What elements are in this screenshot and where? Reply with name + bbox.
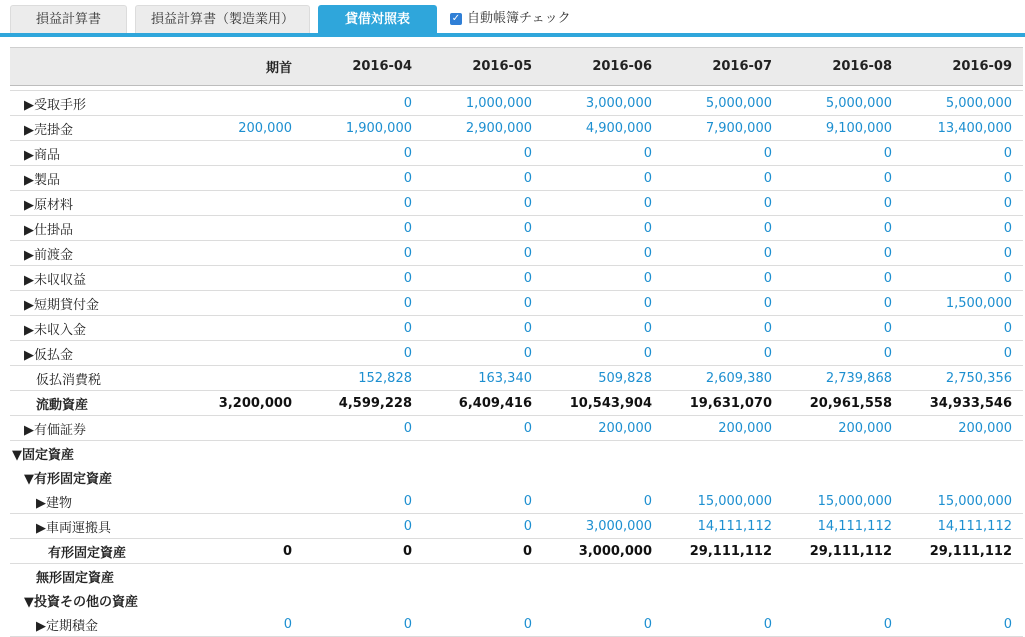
table-row[interactable] (10, 291, 1023, 316)
cell: 6,409,416 (423, 391, 543, 416)
cell[interactable] (188, 316, 303, 341)
table-row[interactable] (10, 216, 1023, 241)
row-label[interactable]: ▶商品 (10, 141, 188, 166)
table-body (10, 86, 1023, 637)
cell[interactable]: 200,000 (543, 416, 663, 441)
cell (783, 588, 903, 612)
cell[interactable]: 3,000,000 (543, 91, 663, 116)
cell (188, 441, 303, 466)
row-label[interactable]: ▶仕掛品 (10, 216, 188, 241)
row-label[interactable]: ▶未収収益 (10, 266, 188, 291)
cell: 10,543,904 (543, 391, 663, 416)
row-label[interactable]: ▼固定資産 (12, 447, 74, 463)
cell[interactable]: 5,000,000 (663, 91, 783, 116)
cell[interactable]: 0 (188, 612, 303, 637)
cell: 19,631,070 (663, 391, 783, 416)
cell (543, 564, 663, 589)
tab-profit-loss[interactable]: 損益計算書 (10, 5, 127, 33)
cell (303, 588, 423, 612)
header-label (10, 48, 188, 86)
table-row[interactable] (10, 116, 1023, 141)
cell[interactable]: 0 (663, 612, 783, 637)
cell (783, 465, 903, 489)
row-label[interactable]: ▶定期積金 (10, 612, 188, 637)
cell[interactable]: 0 (543, 216, 663, 241)
cell[interactable]: 7,900,000 (663, 116, 783, 141)
cell[interactable]: 200,000 (903, 416, 1023, 441)
cell: 34,933,546 (903, 391, 1023, 416)
cell[interactable] (188, 216, 303, 241)
cell[interactable]: 14,111,112 (903, 514, 1023, 539)
cell (543, 465, 663, 489)
cell[interactable]: 0 (663, 216, 783, 241)
auto-ledger-check[interactable] (450, 10, 571, 28)
table-row[interactable] (10, 612, 1023, 637)
cell[interactable]: 0 (303, 216, 423, 241)
table-row[interactable] (10, 241, 1023, 266)
header-row (10, 48, 1023, 86)
row-label[interactable]: ▶有価証券 (10, 416, 188, 441)
cell[interactable] (188, 266, 303, 291)
cell[interactable]: 2,750,356 (903, 366, 1023, 391)
row-label[interactable]: ▶売掛金 (10, 116, 188, 141)
cell[interactable]: 0 (303, 266, 423, 291)
cell: 3,200,000 (188, 391, 303, 416)
cell[interactable]: 2,609,380 (663, 366, 783, 391)
cell[interactable] (188, 91, 303, 116)
cell[interactable]: 0 (423, 166, 543, 191)
cell[interactable]: 200,000 (663, 416, 783, 441)
cell[interactable] (188, 291, 303, 316)
cell[interactable] (188, 141, 303, 166)
cell[interactable]: 0 (303, 416, 423, 441)
cell[interactable]: 0 (903, 241, 1023, 266)
cell[interactable]: 5,000,000 (903, 91, 1023, 116)
row-label[interactable]: ▶受取手形 (10, 91, 188, 116)
cell[interactable]: 0 (303, 316, 423, 341)
cell[interactable]: 1,900,000 (303, 116, 423, 141)
row-label[interactable]: ▶未収入金 (10, 316, 188, 341)
cell[interactable]: 0 (423, 341, 543, 366)
cell (543, 588, 663, 612)
balance-sheet-table (10, 47, 1023, 637)
cell[interactable]: 0 (903, 166, 1023, 191)
cell (303, 564, 423, 589)
row-label[interactable]: ▶前渡金 (10, 241, 188, 266)
cell[interactable]: 0 (783, 341, 903, 366)
table-row[interactable] (10, 266, 1023, 291)
cell[interactable]: 0 (303, 91, 423, 116)
cell[interactable]: 163,340 (423, 366, 543, 391)
cell[interactable] (188, 191, 303, 216)
table-row[interactable] (10, 141, 1023, 166)
tab-underline (0, 33, 1025, 37)
cell[interactable]: 0 (903, 216, 1023, 241)
cell[interactable]: 200,000 (783, 416, 903, 441)
cell[interactable]: 0 (543, 141, 663, 166)
cell[interactable]: 15,000,000 (663, 489, 783, 514)
tab-profit-loss-manufacturing[interactable]: 損益計算書（製造業用） (135, 5, 310, 33)
cell[interactable]: 2,900,000 (423, 116, 543, 141)
cell[interactable]: 0 (543, 266, 663, 291)
section-row-investments[interactable] (10, 588, 1023, 612)
cell[interactable]: 0 (303, 291, 423, 316)
section-row-intangible-assets (10, 564, 1023, 589)
cell (543, 441, 663, 466)
cell[interactable]: 0 (663, 316, 783, 341)
cell[interactable]: 0 (543, 166, 663, 191)
header-period-start: 期首 (188, 48, 303, 86)
cell[interactable]: 0 (543, 241, 663, 266)
tab-balance-sheet[interactable]: 貸借対照表 (318, 5, 437, 33)
cell[interactable]: 0 (543, 316, 663, 341)
cell (663, 465, 783, 489)
row-label[interactable]: ▶短期貸付金 (10, 291, 188, 316)
balance-sheet-table-wrap (10, 47, 1023, 637)
cell[interactable]: 0 (783, 612, 903, 637)
cell[interactable]: 0 (903, 316, 1023, 341)
cell[interactable]: 200,000 (188, 116, 303, 141)
cell: 4,599,228 (303, 391, 423, 416)
cell[interactable]: 0 (543, 191, 663, 216)
header-month: 2016-05 (423, 48, 543, 86)
cell[interactable] (188, 166, 303, 191)
cell (303, 465, 423, 489)
row-label[interactable]: ▶原材料 (10, 191, 188, 216)
cell[interactable]: 0 (663, 191, 783, 216)
table-row[interactable] (10, 514, 1023, 539)
cell[interactable]: 0 (303, 341, 423, 366)
cell[interactable]: 0 (543, 341, 663, 366)
cell: 20,961,558 (783, 391, 903, 416)
cell[interactable]: 0 (303, 514, 423, 539)
cell: 3,000,000 (543, 539, 663, 564)
row-label[interactable]: ▶建物 (10, 489, 188, 514)
cell[interactable]: 13,400,000 (903, 116, 1023, 141)
cell[interactable]: 5,000,000 (783, 91, 903, 116)
cell[interactable]: 15,000,000 (783, 489, 903, 514)
row-label[interactable]: ▶車両運搬具 (10, 514, 188, 539)
cell[interactable]: 0 (423, 191, 543, 216)
cell[interactable] (188, 416, 303, 441)
cell[interactable]: 0 (663, 166, 783, 191)
header-month: 2016-06 (543, 48, 663, 86)
header-month: 2016-08 (783, 48, 903, 86)
row-label[interactable]: ▼投資その他の資産 (24, 594, 138, 610)
cell[interactable] (188, 366, 303, 391)
cell[interactable]: 1,500,000 (903, 291, 1023, 316)
row-label: 無形固定資産 (36, 570, 115, 586)
cell[interactable]: 0 (303, 612, 423, 637)
cell: 29,111,112 (663, 539, 783, 564)
cell: 0 (423, 539, 543, 564)
cell (423, 441, 543, 466)
cell[interactable]: 0 (903, 191, 1023, 216)
cell (903, 465, 1023, 489)
cell[interactable]: 0 (423, 266, 543, 291)
cell[interactable]: 0 (663, 241, 783, 266)
cell[interactable]: 0 (783, 316, 903, 341)
cell[interactable]: 0 (303, 191, 423, 216)
row-label: 仮払消費税 (10, 366, 188, 391)
row-label[interactable]: ▶製品 (10, 166, 188, 191)
cell (663, 588, 783, 612)
cell (303, 441, 423, 466)
cell[interactable]: 0 (423, 141, 543, 166)
header-month: 2016-09 (903, 48, 1023, 86)
table-row[interactable] (10, 489, 1023, 514)
cell[interactable]: 3,000,000 (543, 514, 663, 539)
auto-check-label: 自動帳簿チェック (467, 11, 571, 26)
cell[interactable]: 0 (783, 166, 903, 191)
cell[interactable]: 0 (423, 316, 543, 341)
cell[interactable]: 0 (423, 291, 543, 316)
row-label: 有形固定資産 (10, 539, 188, 564)
cell[interactable]: 0 (303, 141, 423, 166)
cell[interactable]: 0 (423, 514, 543, 539)
section-row-tangible-assets[interactable] (10, 465, 1023, 489)
cell[interactable] (188, 514, 303, 539)
table-row[interactable] (10, 416, 1023, 441)
cell[interactable]: 0 (303, 241, 423, 266)
cell (783, 441, 903, 466)
cell (903, 564, 1023, 589)
cell[interactable]: 0 (783, 191, 903, 216)
cell (188, 588, 303, 612)
cell: 29,111,112 (783, 539, 903, 564)
cell (423, 564, 543, 589)
table-row[interactable] (10, 341, 1023, 366)
cell[interactable]: 0 (303, 489, 423, 514)
row-label[interactable]: ▼有形固定資産 (24, 471, 112, 487)
auto-check-checkbox[interactable]: ✓ (451, 13, 461, 24)
cell[interactable]: 0 (303, 166, 423, 191)
table-row[interactable] (10, 166, 1023, 191)
subtotal-row-current-assets (10, 391, 1023, 416)
cell[interactable]: 1,000,000 (423, 91, 543, 116)
cell[interactable]: 0 (663, 266, 783, 291)
cell[interactable]: 0 (423, 216, 543, 241)
cell[interactable]: 0 (783, 241, 903, 266)
cell[interactable]: 509,828 (543, 366, 663, 391)
cell[interactable]: 0 (663, 141, 783, 166)
cell: 0 (188, 539, 303, 564)
cell[interactable]: 14,111,112 (783, 514, 903, 539)
header-month: 2016-04 (303, 48, 423, 86)
cell[interactable]: 0 (903, 612, 1023, 637)
subtotal-row-tangible-assets (10, 539, 1023, 564)
cell (783, 564, 903, 589)
cell[interactable] (188, 241, 303, 266)
cell[interactable]: 0 (783, 266, 903, 291)
cell[interactable] (188, 489, 303, 514)
cell[interactable]: 0 (903, 141, 1023, 166)
cell (188, 465, 303, 489)
row-label[interactable]: ▶仮払金 (10, 341, 188, 366)
cell[interactable]: 0 (423, 416, 543, 441)
cell[interactable]: 0 (903, 266, 1023, 291)
cell[interactable]: 152,828 (303, 366, 423, 391)
cell[interactable]: 0 (783, 141, 903, 166)
cell (423, 588, 543, 612)
cell[interactable]: 15,000,000 (903, 489, 1023, 514)
cell[interactable] (188, 341, 303, 366)
cell[interactable]: 0 (423, 241, 543, 266)
cell (663, 441, 783, 466)
cell[interactable]: 0 (543, 291, 663, 316)
cell (663, 564, 783, 589)
cell[interactable]: 0 (783, 216, 903, 241)
table-row[interactable] (10, 316, 1023, 341)
cell[interactable]: 0 (543, 612, 663, 637)
cell[interactable]: 0 (423, 612, 543, 637)
cell: 0 (303, 539, 423, 564)
cell[interactable]: 9,100,000 (783, 116, 903, 141)
header-month: 2016-07 (663, 48, 783, 86)
cell (188, 564, 303, 589)
cell (903, 441, 1023, 466)
cell[interactable]: 0 (543, 489, 663, 514)
table-row[interactable] (10, 91, 1023, 116)
cell[interactable]: 14,111,112 (663, 514, 783, 539)
cell[interactable]: 0 (663, 291, 783, 316)
cell: 29,111,112 (903, 539, 1023, 564)
section-row-fixed-assets[interactable] (10, 441, 1023, 466)
row-label: 流動資産 (10, 391, 188, 416)
report-tabs (0, 0, 1025, 33)
cell[interactable]: 4,900,000 (543, 116, 663, 141)
cell[interactable]: 0 (903, 341, 1023, 366)
table-row[interactable] (10, 191, 1023, 216)
table-row[interactable] (10, 366, 1023, 391)
cell[interactable]: 2,739,868 (783, 366, 903, 391)
cell (903, 588, 1023, 612)
cell (423, 465, 543, 489)
cell[interactable]: 0 (663, 341, 783, 366)
cell[interactable]: 0 (783, 291, 903, 316)
cell[interactable]: 0 (423, 489, 543, 514)
